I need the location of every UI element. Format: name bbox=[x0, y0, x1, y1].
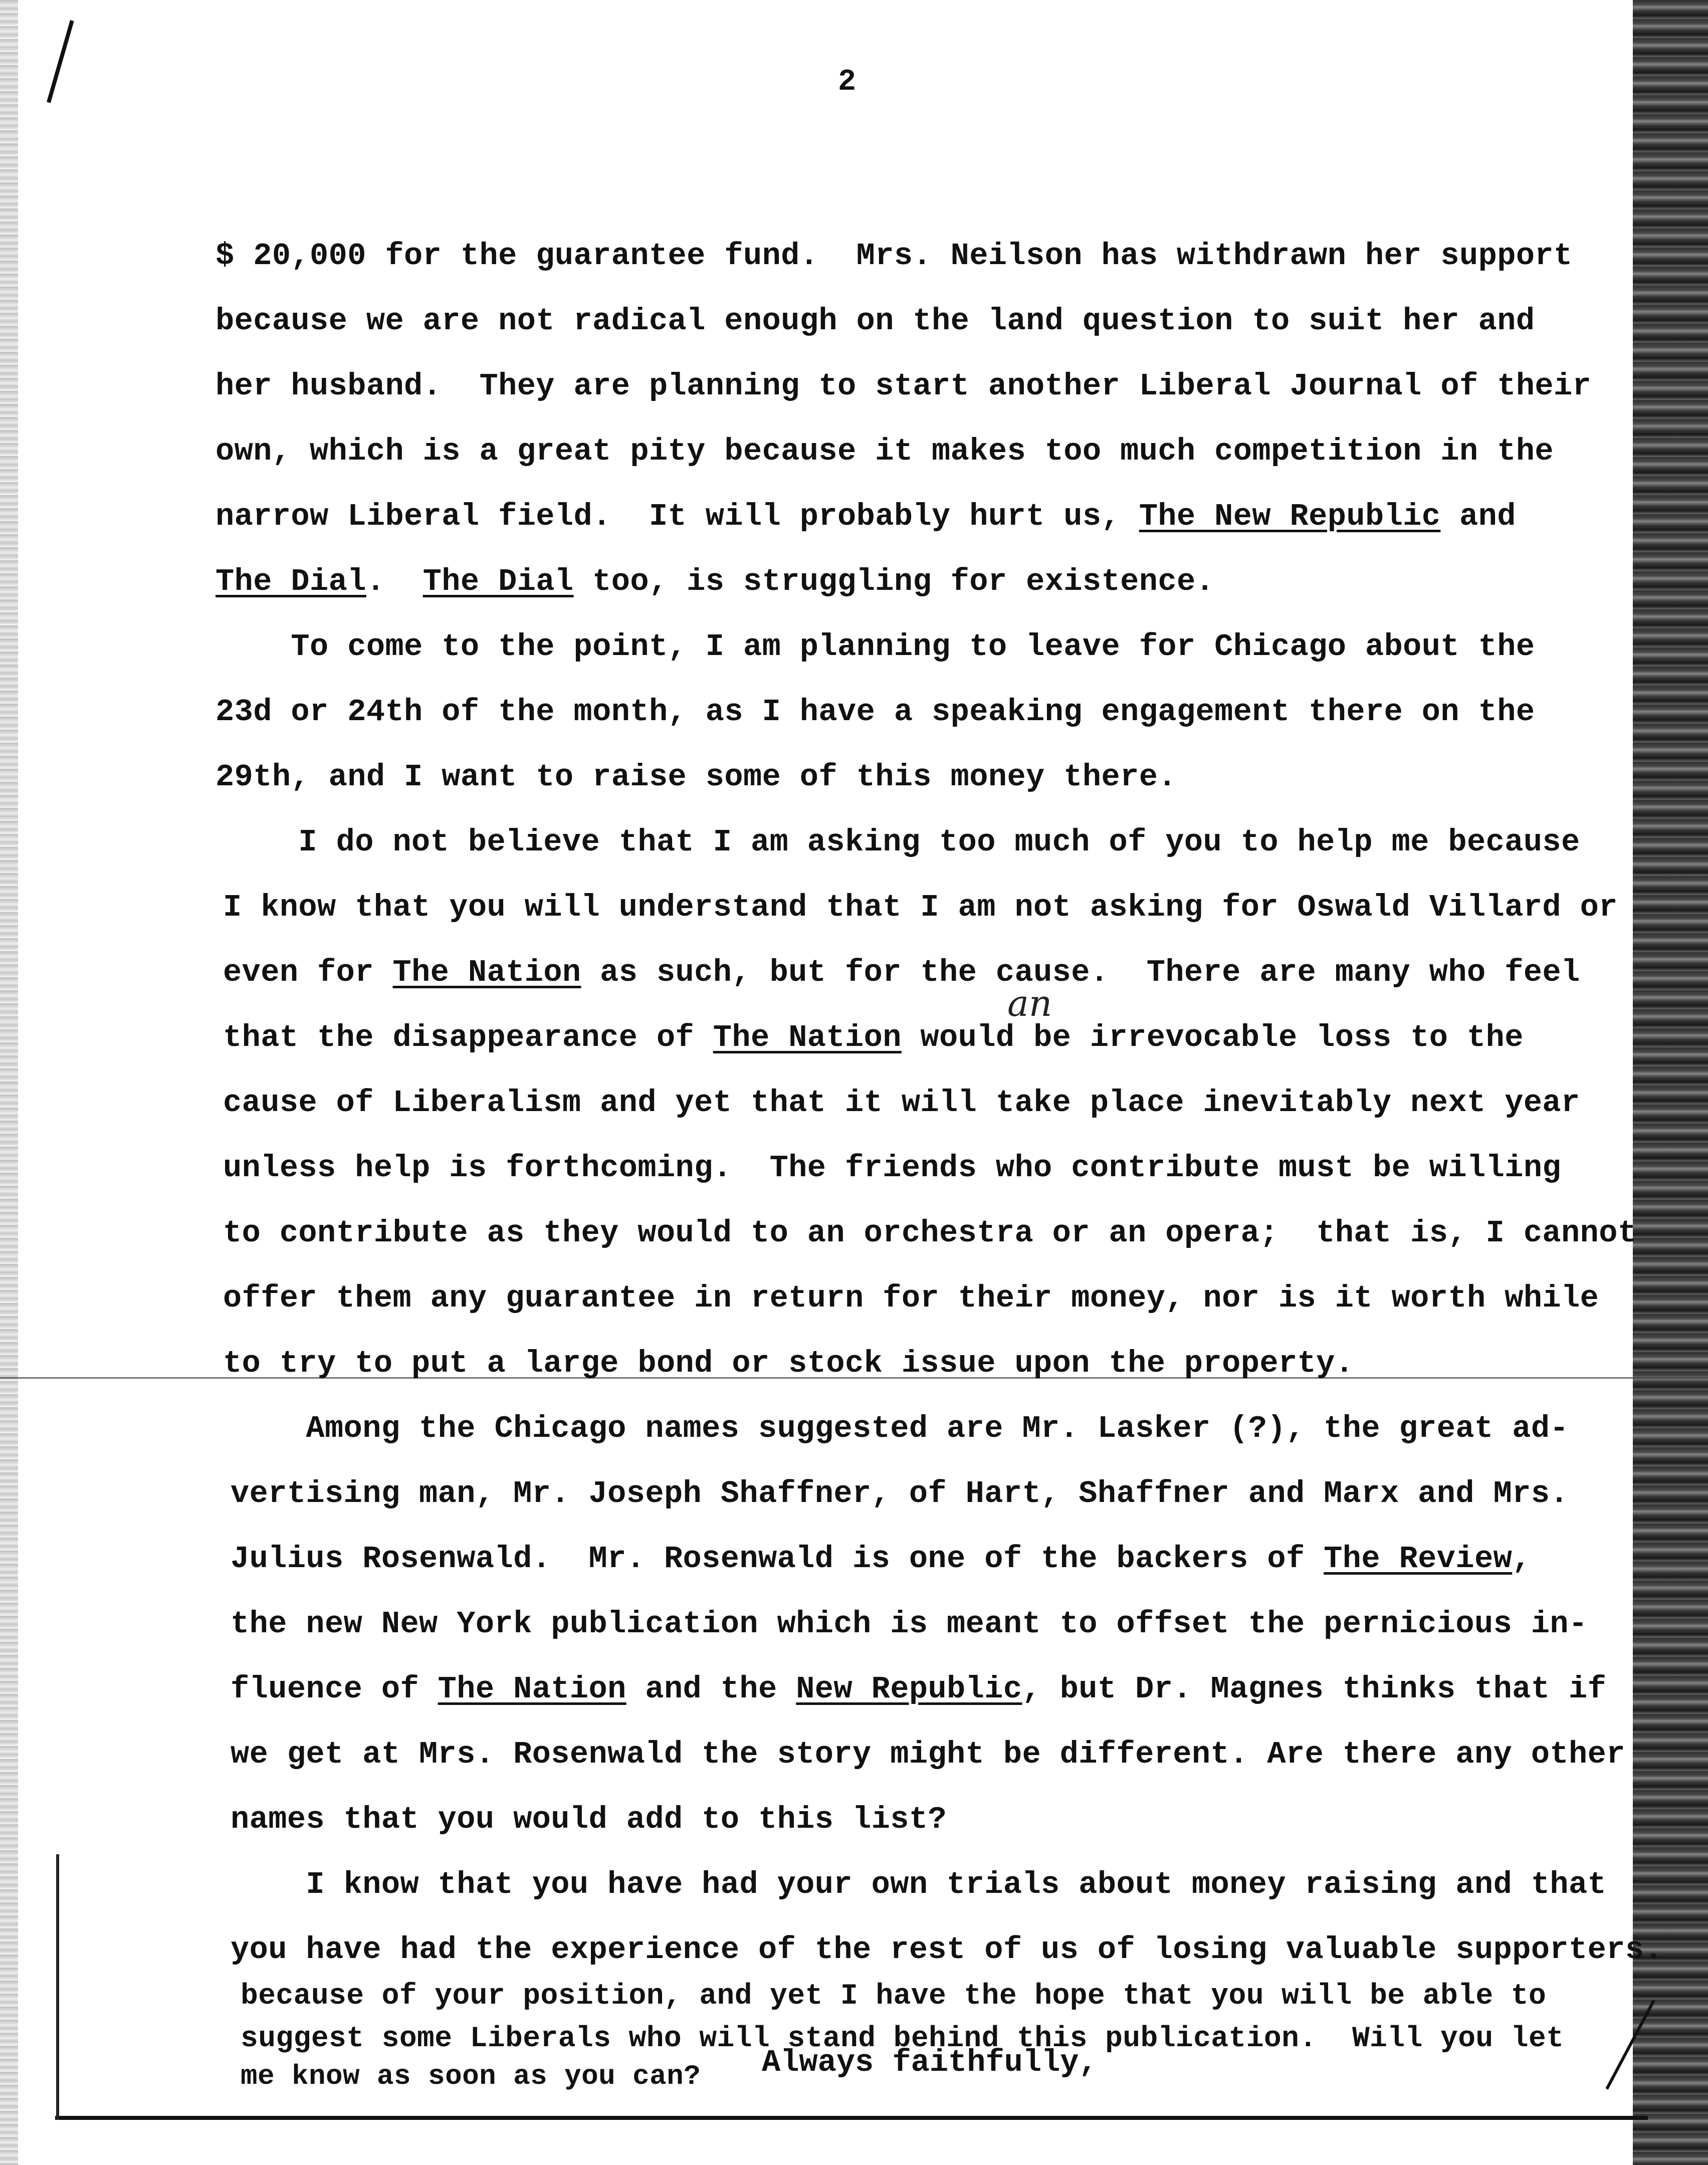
text-segment: unless help is forthcoming. The friends who contribute must be willing bbox=[223, 1150, 1562, 1186]
text-line bbox=[216, 631, 1535, 663]
text-line bbox=[231, 1804, 947, 1835]
text-line bbox=[223, 892, 1618, 923]
text-segment: because we are not radical enough on the land question to suit her and bbox=[216, 303, 1535, 339]
text-segment: we get at Mrs. Rosenwald the story might be different. Are there any other bbox=[231, 1737, 1625, 1772]
text-segment: , but Dr. Magnes thinks that if bbox=[1022, 1671, 1607, 1707]
text-segment: I know that you will understand that I am not asking for Oswald Villard or bbox=[223, 890, 1618, 925]
text-line bbox=[223, 1085, 1580, 1121]
text-segment: the new New York publication which is meant to offset the pernicious in- bbox=[231, 1606, 1588, 1642]
underlined-title: The Review bbox=[1324, 1541, 1513, 1577]
handwritten-insertion: an bbox=[1007, 982, 1052, 1024]
text-segment: offer them any guarantee in return for their money, nor is it worth while bbox=[223, 1280, 1599, 1316]
text-line bbox=[216, 566, 1214, 597]
text-segment: vertising man, Mr. Joseph Shaffner, of Hart, Shaffner and Marx and Mrs. bbox=[231, 1476, 1569, 1511]
text-line bbox=[216, 694, 1535, 730]
text-segment: 29th, and I want to raise some of this money there. bbox=[216, 759, 1177, 795]
text-line bbox=[216, 436, 1554, 467]
text-segment: too, is struggling for existence. bbox=[573, 564, 1215, 599]
text-line bbox=[241, 2062, 701, 2090]
text-segment: $ 20,000 for the guarantee fund. Mrs. Neilson has withdrawn her support bbox=[216, 238, 1573, 274]
text-line bbox=[231, 1606, 1588, 1642]
text-line bbox=[231, 1869, 1606, 1900]
text-segment: and the bbox=[626, 1671, 796, 1707]
underlined-title: The Nation bbox=[438, 1671, 626, 1707]
text-segment: Among the Chicago names suggested are Mr. Lasker (?), the great ad- bbox=[231, 1411, 1569, 1446]
text-segment: . bbox=[366, 564, 423, 599]
text-line bbox=[223, 1280, 1599, 1316]
text-segment: even for bbox=[223, 955, 393, 990]
underlined-title: New Republic bbox=[796, 1671, 1022, 1707]
underlined-title: The Dial bbox=[216, 564, 366, 599]
text-line bbox=[223, 1348, 1354, 1379]
text-segment: own, which is a great pity because it makes too much competition in the bbox=[216, 434, 1554, 469]
scan-right-edge bbox=[1633, 0, 1708, 2165]
text-segment: I know that you have had your own trials about money raising and that bbox=[231, 1867, 1607, 1902]
text-segment: to contribute as they would to an orchestra or an opera; that is, I cannot bbox=[223, 1215, 1637, 1251]
underlined-title: The Nation bbox=[392, 955, 581, 990]
underlined-title: The Nation bbox=[713, 1020, 902, 1055]
closing-line: Always faithfully, bbox=[762, 2045, 1098, 2080]
text-segment: Julius Rosenwald. Mr. Rosenwald is one of the backers of bbox=[231, 1541, 1324, 1577]
text-line bbox=[216, 368, 1592, 404]
scan-left-border bbox=[56, 1854, 59, 2120]
page-number: 2 bbox=[837, 65, 856, 99]
text-line bbox=[223, 1215, 1637, 1251]
text-segment: To come to the point, I am planning to leave for Chicago about the bbox=[216, 629, 1535, 665]
text-line bbox=[231, 1934, 1663, 1966]
text-segment: to try to put a large bond or stock issue upon the property. bbox=[223, 1346, 1354, 1381]
text-line bbox=[231, 1413, 1569, 1444]
text-line bbox=[231, 1478, 1569, 1509]
text-line bbox=[223, 957, 1580, 988]
text-segment: I do not believe that I am asking too much of you to help me because bbox=[223, 824, 1580, 860]
underlined-title: The New Republic bbox=[1139, 499, 1441, 534]
text-segment: suggest some Liberals who will stand behind this publication. Will you let bbox=[241, 2023, 1564, 2055]
scan-left-edge bbox=[0, 0, 18, 2165]
text-line bbox=[231, 1671, 1607, 1707]
text-line bbox=[216, 501, 1516, 532]
corner-slash-mark bbox=[47, 20, 74, 103]
text-line bbox=[231, 1739, 1625, 1770]
text-line bbox=[216, 238, 1573, 274]
underlined-title: The Dial bbox=[422, 564, 574, 599]
text-line bbox=[241, 1982, 1546, 2011]
text-segment: her husband. They are planning to start another Liberal Journal of their bbox=[216, 368, 1592, 404]
scan-bottom-border bbox=[55, 2116, 1648, 2120]
text-line bbox=[216, 759, 1177, 795]
text-line bbox=[223, 1022, 1524, 1053]
text-segment: because of your position, and yet I have the hope that you will be able to bbox=[241, 1980, 1547, 2013]
text-segment: me know as soon as you can? bbox=[241, 2060, 701, 2092]
text-segment: and bbox=[1440, 499, 1516, 534]
text-segment: would be irrevocable loss to the bbox=[901, 1020, 1524, 1055]
text-segment: narrow Liberal field. It will probably hurt us, bbox=[216, 499, 1139, 534]
text-segment: cause of Liberalism and yet that it will take place inevitably next year bbox=[223, 1085, 1580, 1121]
text-segment: fluence of bbox=[231, 1671, 438, 1707]
text-line bbox=[231, 1541, 1531, 1577]
text-segment: 23d or 24th of the month, as I have a speaking engagement there on the bbox=[216, 694, 1535, 730]
text-segment: that the disappearance of bbox=[223, 1020, 713, 1055]
text-line bbox=[216, 303, 1535, 339]
text-segment: names that you would add to this list? bbox=[231, 1802, 947, 1837]
text-segment: as such, but for the cause. There are many who feel bbox=[581, 955, 1580, 990]
text-line bbox=[223, 1150, 1562, 1186]
text-segment: you have had the experience of the rest of us of losing valuable supporters. bbox=[231, 1932, 1663, 1968]
text-segment: , bbox=[1512, 1541, 1531, 1577]
text-line bbox=[223, 824, 1580, 860]
